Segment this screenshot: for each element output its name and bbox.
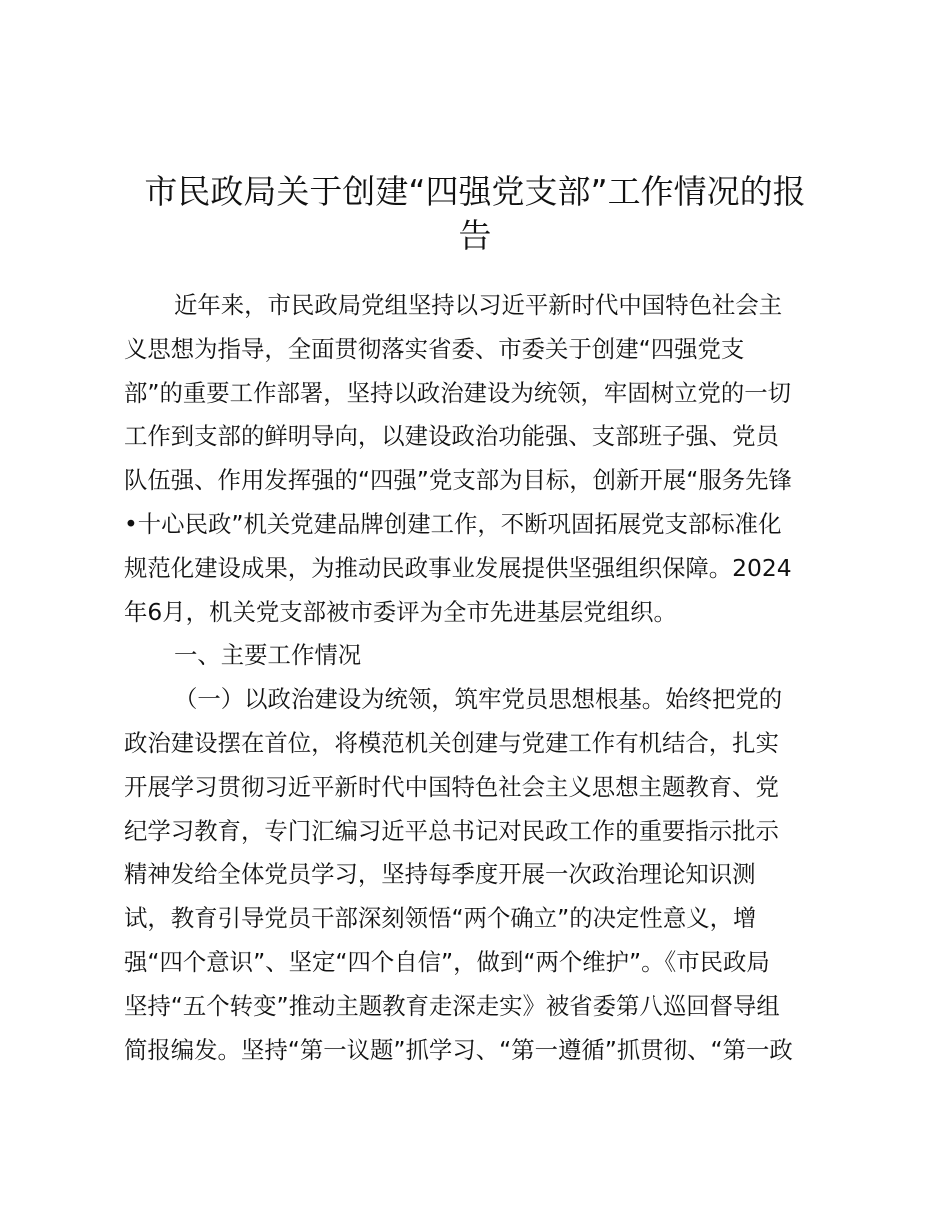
text-line: 规范化建设成果，为推动民政事业发展提供坚强组织保障。2024 <box>124 553 792 582</box>
text-line: 开展学习贯彻习近平新时代中国特色社会主义思想主题教育、党 <box>124 772 779 801</box>
text-line: •十心民政”机关党建品牌创建工作，不断巩固拓展党支部标准化 <box>124 509 782 538</box>
text-line: 简报编发。坚持“第一议题”抓学习、“第一遵循”抓贯彻、“第一政 <box>124 1035 793 1064</box>
text-line: 部”的重要工作部署，坚持以政治建设为统领，牢固树立党的一切 <box>124 378 792 407</box>
text-line: 纪学习教育，专门汇编习近平总书记对民政工作的重要指示批示 <box>124 816 779 845</box>
paragraph-political-building <box>124 678 832 1072</box>
text-line: 试，教育引导党员干部深刻领悟“两个确立”的决定性意义，增 <box>124 904 757 933</box>
text-line: 工作到支部的鲜明导向，以建设政治功能强、支部班子强、党员 <box>124 422 779 451</box>
title-line: 市民政局关于创建“四强党支部”工作情况的报 <box>144 172 806 211</box>
document-body <box>124 284 832 1072</box>
text-line: 强“四个意识”、坚定“四个自信”，做到“两个维护”。《市民政局 <box>124 947 770 976</box>
text-line: 年6月，机关党支部被市委评为全市先进基层党组织。 <box>124 597 677 626</box>
text-line: 义思想为指导，全面贯彻落实省委、市委关于创建“四强党支 <box>124 334 745 363</box>
text-line: （一）以政治建设为统领，筑牢党员思想根基。始终把党的 <box>174 685 783 714</box>
paragraph-intro <box>124 284 832 634</box>
document-title <box>118 168 832 256</box>
section-heading <box>124 634 832 678</box>
heading-line: 一、主要工作情况 <box>174 641 362 670</box>
text-line: 队伍强、作用发挥强的“四强”党支部为目标，创新开展“服务先锋 <box>124 466 792 495</box>
text-line: 近年来，市民政局党组坚持以习近平新时代中国特色社会主 <box>174 291 783 319</box>
text-line: 政治建设摆在首位，将模范机关创建与党建工作有机结合，扎实 <box>124 728 779 757</box>
title-line: 告 <box>458 215 492 255</box>
text-line: 坚持“五个转变”推动主题教育走深走实》被省委第八巡回督导组 <box>124 991 780 1020</box>
text-line: 精神发给全体党员学习，坚持每季度开展一次政治理论知识测 <box>124 860 756 889</box>
